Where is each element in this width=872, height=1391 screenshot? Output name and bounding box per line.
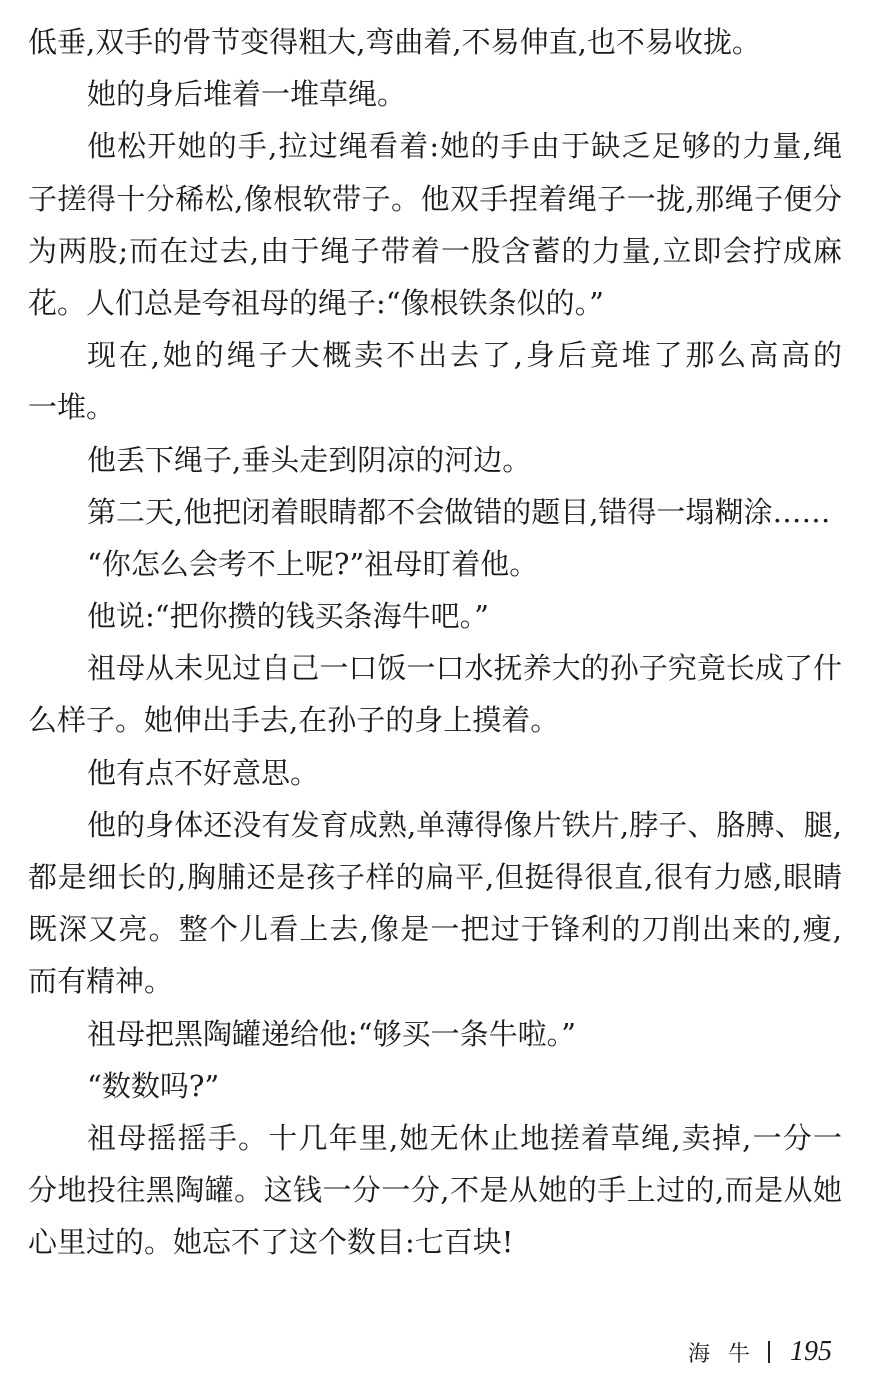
text-line: 么样子。她伸出手去,在孙子的身上摸着。 [28, 703, 560, 738]
text-line: 祖母把黑陶罐递给他:“够买一条牛啦。” [87, 1016, 576, 1051]
text-line: 心里过的。她忘不了这个数目:七百块! [28, 1225, 514, 1260]
paragraph [28, 642, 842, 746]
paragraph [28, 1112, 842, 1269]
paragraph [28, 120, 842, 329]
text-line: 祖母从未见过自己一口饭一口水抚养大的孙子究竟长成了什 [87, 651, 842, 686]
paragraph [28, 486, 842, 538]
text-line: 他松开她的手,拉过绳看着:她的手由于缺乏足够的力量,绳 [87, 129, 842, 164]
paragraph [28, 434, 842, 486]
text-line: 第二天,他把闭着眼睛都不会做错的题目,错得一塌糊涂…… [87, 494, 831, 529]
text-line: 为两股;而在过去,由于绳子带着一股含蓄的力量,立即会拧成麻 [28, 233, 842, 268]
page-footer [688, 1332, 832, 1372]
paragraph [28, 68, 842, 120]
text-line: “你怎么会考不上呢?”祖母盯着他。 [87, 546, 539, 581]
text-line: 他有点不好意思。 [87, 755, 320, 790]
paragraph [28, 329, 842, 433]
text-line: 现在,她的绳子大概卖不出去了,身后竟堆了那么高高的 [87, 338, 842, 373]
paragraph [28, 538, 842, 590]
paragraph [28, 1060, 842, 1112]
footer-divider [768, 1341, 770, 1363]
text-line: 花。人们总是夸祖母的绳子:“像根铁条似的。” [28, 285, 604, 320]
paragraph [28, 1008, 842, 1060]
paragraph [28, 747, 842, 799]
text-line: “数数吗?” [87, 1068, 220, 1103]
paragraph [28, 16, 842, 68]
body-text [28, 16, 842, 1269]
text-line: 而有精神。 [28, 964, 174, 999]
text-line: 一堆。 [28, 390, 116, 425]
running-title: 海牛 [688, 1341, 769, 1367]
text-line: 祖母摇摇手。十几年里,她无休止地搓着草绳,卖掉,一分一 [87, 1120, 842, 1155]
text-line: 分地投往黑陶罐。这钱一分一分,不是从她的手上过的,而是从她 [28, 1173, 842, 1208]
text-line: 都是细长的,胸脯还是孩子样的扁平,但挺得很直,很有力感,眼睛 [28, 860, 842, 894]
text-line: 既深又亮。整个儿看上去,像是一把过于锋利的刀削出来的,瘦, [28, 912, 842, 947]
text-line: 他丢下绳子,垂头走到阴凉的河边。 [87, 442, 532, 477]
text-line: 低垂,双手的骨节变得粗大,弯曲着,不易伸直,也不易收拢。 [28, 25, 761, 59]
paragraph [28, 799, 842, 1008]
text-line: 他说:“把你攒的钱买条海牛吧。” [87, 599, 489, 634]
text-line: 他的身体还没有发育成熟,单薄得像片铁片,脖子、胳膊、腿, [87, 807, 842, 842]
paragraph [28, 590, 842, 642]
page-number: 195 [790, 1336, 833, 1367]
text-line: 子搓得十分稀松,像根软带子。他双手捏着绳子一拢,那绳子便分 [28, 181, 842, 216]
text-line: 她的身后堆着一堆草绳。 [87, 77, 407, 112]
